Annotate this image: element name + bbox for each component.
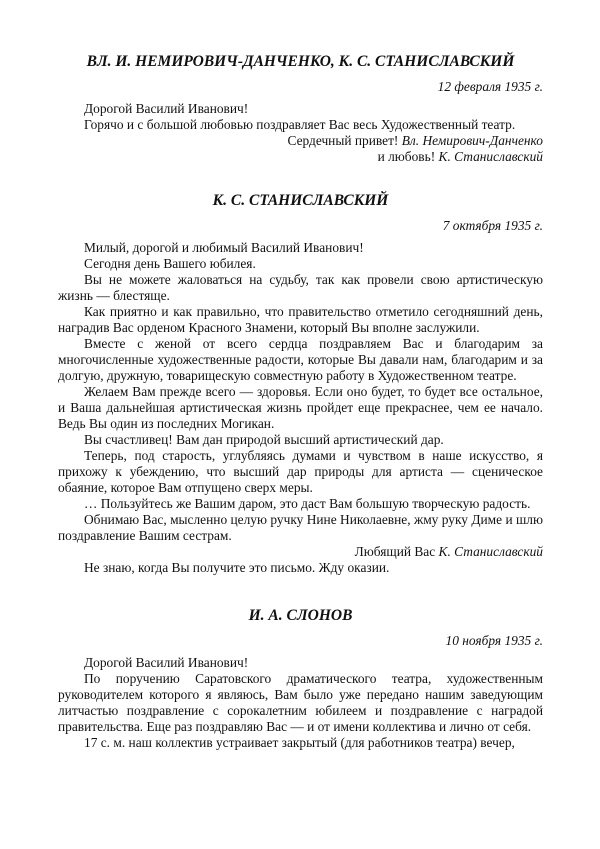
signature-text: Любящий Вас [354, 544, 439, 559]
letter-paragraph: Как приятно и как правильно, что правительство отметило сегодняшний день, наградив Вас орденом Красного Знамени, который Вы вполне заслужили. [58, 304, 543, 335]
letter-paragraph: Вы счастливец! Вам дан природой высший артистический дар. [84, 432, 444, 447]
letter-heading: К. С. СТАНИСЛАВСКИЙ [212, 192, 389, 209]
letter-section-2 [58, 191, 543, 576]
letter-paragraph: Вместе с женой от всего сердца поздравляем Вас и благодарим за многочисленные художественные радости, которые Вы давали нам, благодарим и за долгую, дружную, товарищескую совместную работу в Художественном театре. [58, 336, 543, 383]
letter-paragraph: Горячо и с большой любовью поздравляет Вас весь Художественный театр. [84, 117, 516, 132]
letter-paragraph: Теперь, под старость, углубляясь думами и чувством в наше искусство, я прихожу к убеждению, что высший дар природы для артиста — сценическое обаяние, которое Вам отпущено сверх меры. [58, 448, 543, 495]
letter-paragraph: Обнимаю Вас, мысленно целую ручку Нине Николаевне, жму руку Диме и шлю поздравление Вашим сестрам. [58, 512, 543, 543]
letter-date: 12 февраля 1935 г. [437, 79, 543, 94]
letter-heading: ВЛ. И. НЕМИРОВИЧ-ДАНЧЕНКО, К. С. СТАНИСЛАВСКИЙ [86, 53, 515, 70]
letter-section-3 [58, 606, 543, 751]
signature-name: К. Станиславский [438, 544, 543, 559]
letter-signature [58, 133, 543, 149]
letter-date: 10 ноября 1935 г. [445, 633, 543, 648]
signature-name: Вл. Немирович-Данченко [401, 133, 543, 148]
letter-paragraph: Вы не можете жаловаться на судьбу, так как провели свою артистическую жизнь — блестяще. [58, 272, 543, 303]
letter-paragraph: По поручению Саратовского драматического театра, художественным руководителем которого я являюсь, Вам было уже передано нашим заведующим литчастью поздравление с сорокалетним юбилеем и поздравление с наградой правительства. Еще раз поздравляю Вас — и от имени коллектива и лично от себя. [58, 671, 543, 734]
signature-text: Сердечный привет! [287, 133, 402, 148]
letter-paragraph: Желаем Вам прежде всего — здоровья. Если оно будет, то будет все остальное, и Ваша дальнейшая артистическая жизнь пройдет еще прекраснее, чем ее начало. Ведь Вы один из последних Могикан. [58, 384, 543, 431]
letter-paragraph: Дорогой Василий Иванович! [84, 101, 249, 116]
letter-signature [58, 149, 543, 165]
letter-paragraph: … Пользуйтесь же Вашим даром, это даст Вам большую творческую радость. [84, 496, 531, 511]
letter-signature [58, 544, 543, 560]
letter-paragraph: Дорогой Василий Иванович! [84, 655, 249, 670]
letter-postscript: Не знаю, когда Вы получите это письмо. Жду оказии. [84, 560, 390, 575]
letter-heading: И. А. СЛОНОВ [248, 607, 353, 624]
letter-paragraph: Сегодня день Вашего юбилея. [84, 256, 256, 271]
letter-paragraph: 17 с. м. наш коллектив устраивает закрытый (для работников театра) вечер, [84, 735, 515, 750]
signature-name: К. Станиславский [438, 149, 543, 164]
letter-paragraph: Милый, дорогой и любимый Василий Иванович! [84, 240, 364, 255]
letter-date: 7 октября 1935 г. [442, 218, 543, 233]
letter-section-1 [58, 52, 543, 165]
signature-text: и любовь! [377, 149, 439, 164]
document-page [58, 52, 543, 773]
